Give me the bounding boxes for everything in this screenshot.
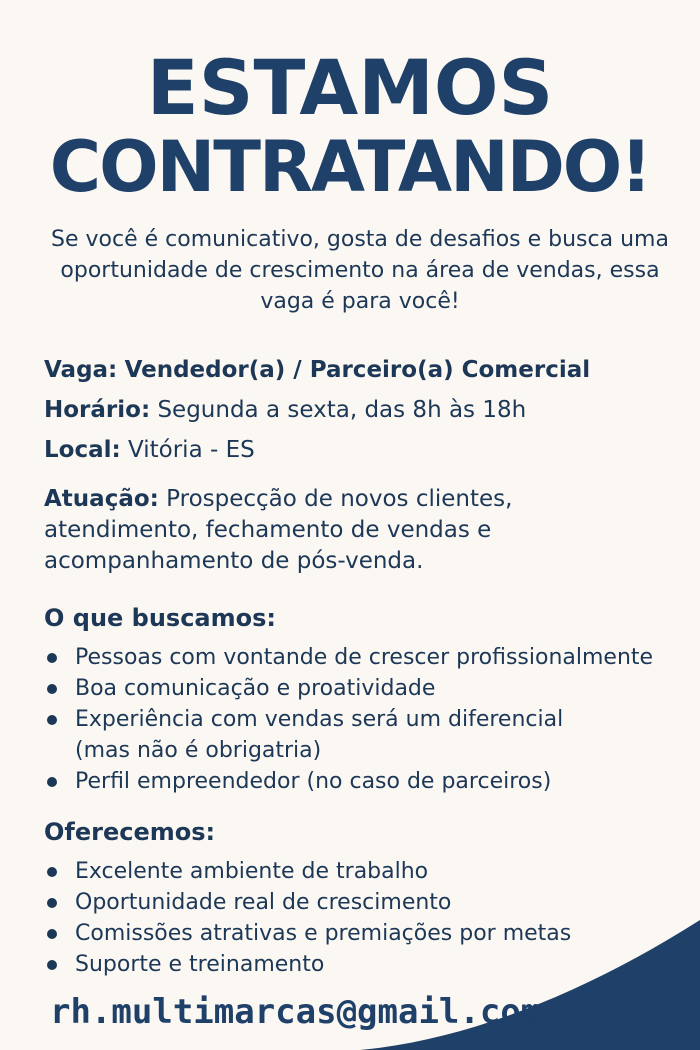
bullet-icon — [47, 929, 57, 939]
atuacao-block — [44, 484, 604, 577]
contact-email[interactable]: rh.multimarcas@gmail.com — [50, 992, 542, 1032]
horario-label: Horário: — [44, 397, 151, 423]
bullet-icon — [47, 777, 57, 787]
oferecemos-list — [44, 856, 694, 980]
list-item — [44, 642, 694, 673]
local-row — [44, 430, 684, 470]
list-item-text: Boa comunicação e proatividade — [75, 676, 436, 701]
list-item — [44, 887, 694, 918]
list-item — [44, 856, 694, 887]
list-item-continuation — [44, 735, 694, 766]
vaga-row — [44, 350, 684, 390]
list-item-text: Comissões atrativas e premiações por metas — [75, 921, 572, 946]
vaga-value: Vendedor(a) / Parceiro(a) Comercial — [124, 357, 591, 383]
bullet-icon — [47, 867, 57, 877]
list-item-text: Perfil empreendedor (no caso de parceiros) — [75, 769, 552, 794]
atuacao-value: Prospecção de novos clientes, atendimento, fechamento de vendas e acompanhamento de pós-venda. — [44, 486, 513, 574]
horario-value: Segunda a sexta, das 8h às 18h — [157, 397, 527, 423]
list-item — [44, 704, 694, 735]
list-item-text: Oportunidade real de crescimento — [75, 890, 452, 915]
bullet-icon — [47, 653, 57, 663]
list-item — [44, 949, 694, 980]
horario-row — [44, 390, 684, 430]
oferecemos-title: Oferecemos: — [44, 818, 216, 846]
bullet-icon — [47, 960, 57, 970]
list-item-text: Pessoas com vontande de crescer profissionalmente — [75, 645, 654, 670]
list-item-text: Experiência com vendas será um diferencial — [75, 707, 564, 732]
intro-text: Se você é comunicativo, gosta de desafios e busca uma oportunidade de crescimento na área de vendas, essa vaga é para você! — [51, 227, 669, 314]
local-label: Local: — [44, 437, 121, 463]
atuacao-label: Atuação: — [44, 486, 159, 512]
list-item-text: (mas não é obrigatria) — [75, 738, 322, 763]
list-item — [44, 918, 694, 949]
list-item — [44, 673, 694, 704]
list-item-text: Excelente ambiente de trabalho — [75, 859, 429, 884]
list-item-text: Suporte e treinamento — [75, 952, 325, 977]
buscamos-list — [44, 642, 694, 797]
list-item — [44, 766, 694, 797]
local-value: Vitória - ES — [128, 437, 255, 463]
headline — [0, 43, 700, 208]
job-details — [44, 350, 684, 470]
vaga-label: Vaga: — [44, 357, 118, 383]
headline-line-1: ESTAMOS — [146, 43, 554, 132]
bullet-icon — [47, 684, 57, 694]
buscamos-title: O que buscamos: — [44, 604, 277, 632]
bullet-icon — [47, 898, 57, 908]
headline-line-2: CONTRATANDO! — [49, 126, 651, 208]
bullet-icon — [47, 715, 57, 725]
